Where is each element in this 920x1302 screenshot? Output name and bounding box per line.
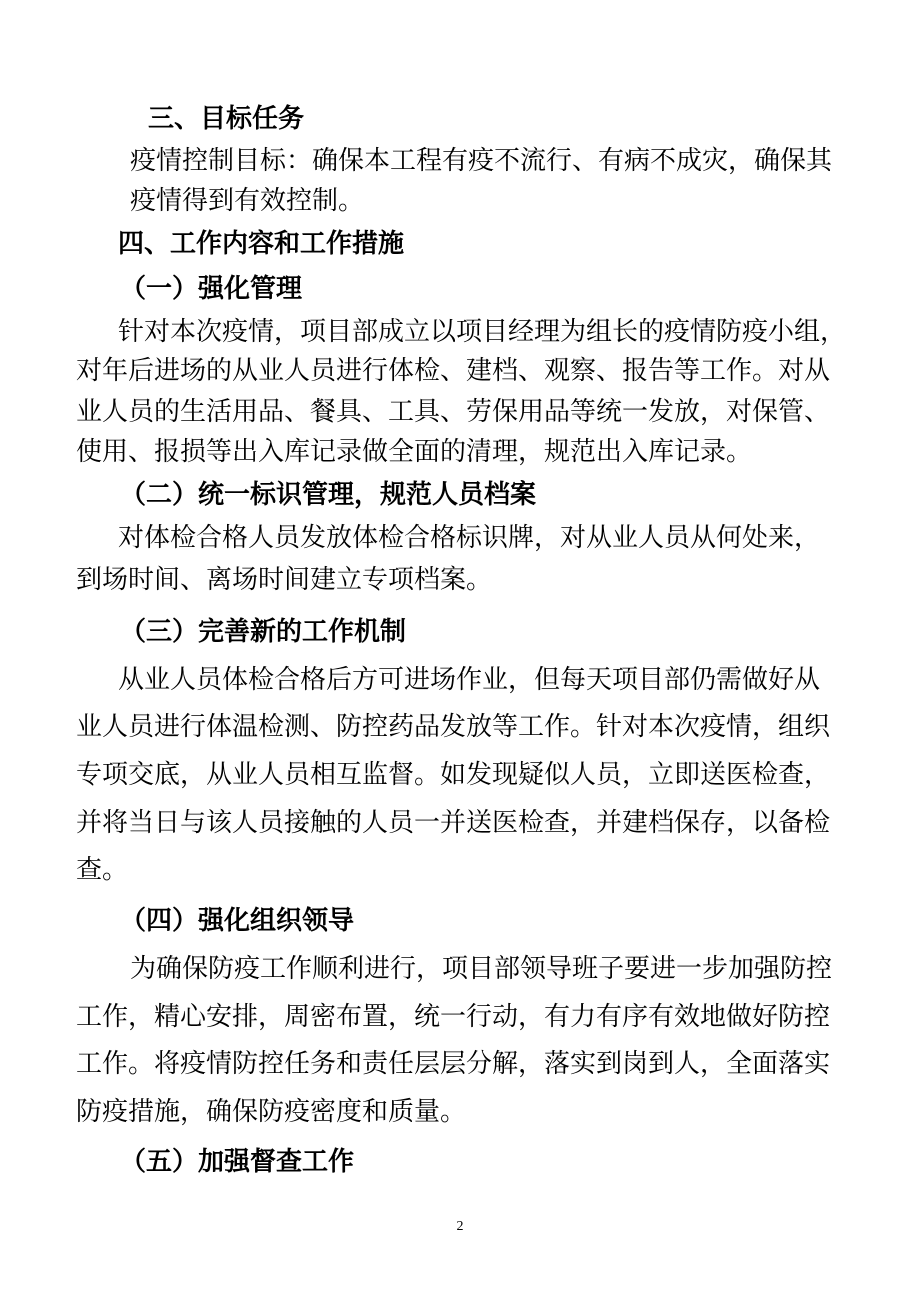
subheading-strengthen-management: （一）强化管理 [120,274,303,304]
page-number: 2 [456,1219,464,1234]
subheading-work-mechanism: （三）完善新的工作机制 [120,617,407,647]
subheading-unified-identification: （二）统一标识管理，规范人员档案 [120,480,537,510]
heading-target-tasks: 三、目标任务 [148,104,305,134]
heading-work-content: 四、工作内容和工作措施 [118,229,405,259]
paragraph-3-line-5: 查。 [76,855,129,885]
paragraph-1-line-3: 业人员的生活用品、餐具、工具、劳保用品等统一发放，对保管、 [76,397,831,427]
paragraph-3-line-4: 并将当日与该人员接触的人员一并送医检查，并建档保存，以备检 [76,808,831,838]
goal-line-2: 疫情得到有效控制。 [130,186,365,216]
paragraph-1-line-1: 针对本次疫情，项目部成立以项目经理为组长的疫情防疫小组， [118,317,847,347]
paragraph-3-line-3: 专项交底，从业人员相互监督。如发现疑似人员，立即送医检查， [76,760,831,790]
paragraph-4-line-4: 防疫措施，确保防疫密度和质量。 [76,1097,467,1127]
paragraph-2-line-2: 到场时间、离场时间建立专项档案。 [76,565,493,595]
paragraph-1-line-4: 使用、报损等出入库记录做全面的清理，规范出入库记录。 [76,437,753,467]
paragraph-4-line-3: 工作。将疫情防控任务和责任层层分解，落实到岗到人，全面落实 [76,1049,831,1079]
paragraph-3-line-2: 业人员进行体温检测、防控药品发放等工作。针对本次疫情，组织 [76,712,831,742]
paragraph-3-line-1: 从业人员体检合格后方可进场作业，但每天项目部仍需做好从 [118,665,821,695]
goal-line-1: 疫情控制目标：确保本工程有疫不流行、有病不成灾，确保其 [130,146,833,176]
subheading-supervision: （五）加强督查工作 [120,1147,355,1177]
subheading-organizational-leadership: （四）强化组织领导 [120,906,355,936]
paragraph-4-line-1: 为确保防疫工作顺利进行，项目部领导班子要进一步加强防控 [130,954,833,984]
paragraph-2-line-1: 对体检合格人员发放体检合格标识牌，对从业人员从何处来， [118,523,821,553]
paragraph-1-line-2: 对年后进场的从业人员进行体检、建档、观察、报告等工作。对从 [76,356,831,386]
paragraph-4-line-2: 工作，精心安排，周密布置，统一行动，有力有序有效地做好防控 [76,1002,831,1032]
